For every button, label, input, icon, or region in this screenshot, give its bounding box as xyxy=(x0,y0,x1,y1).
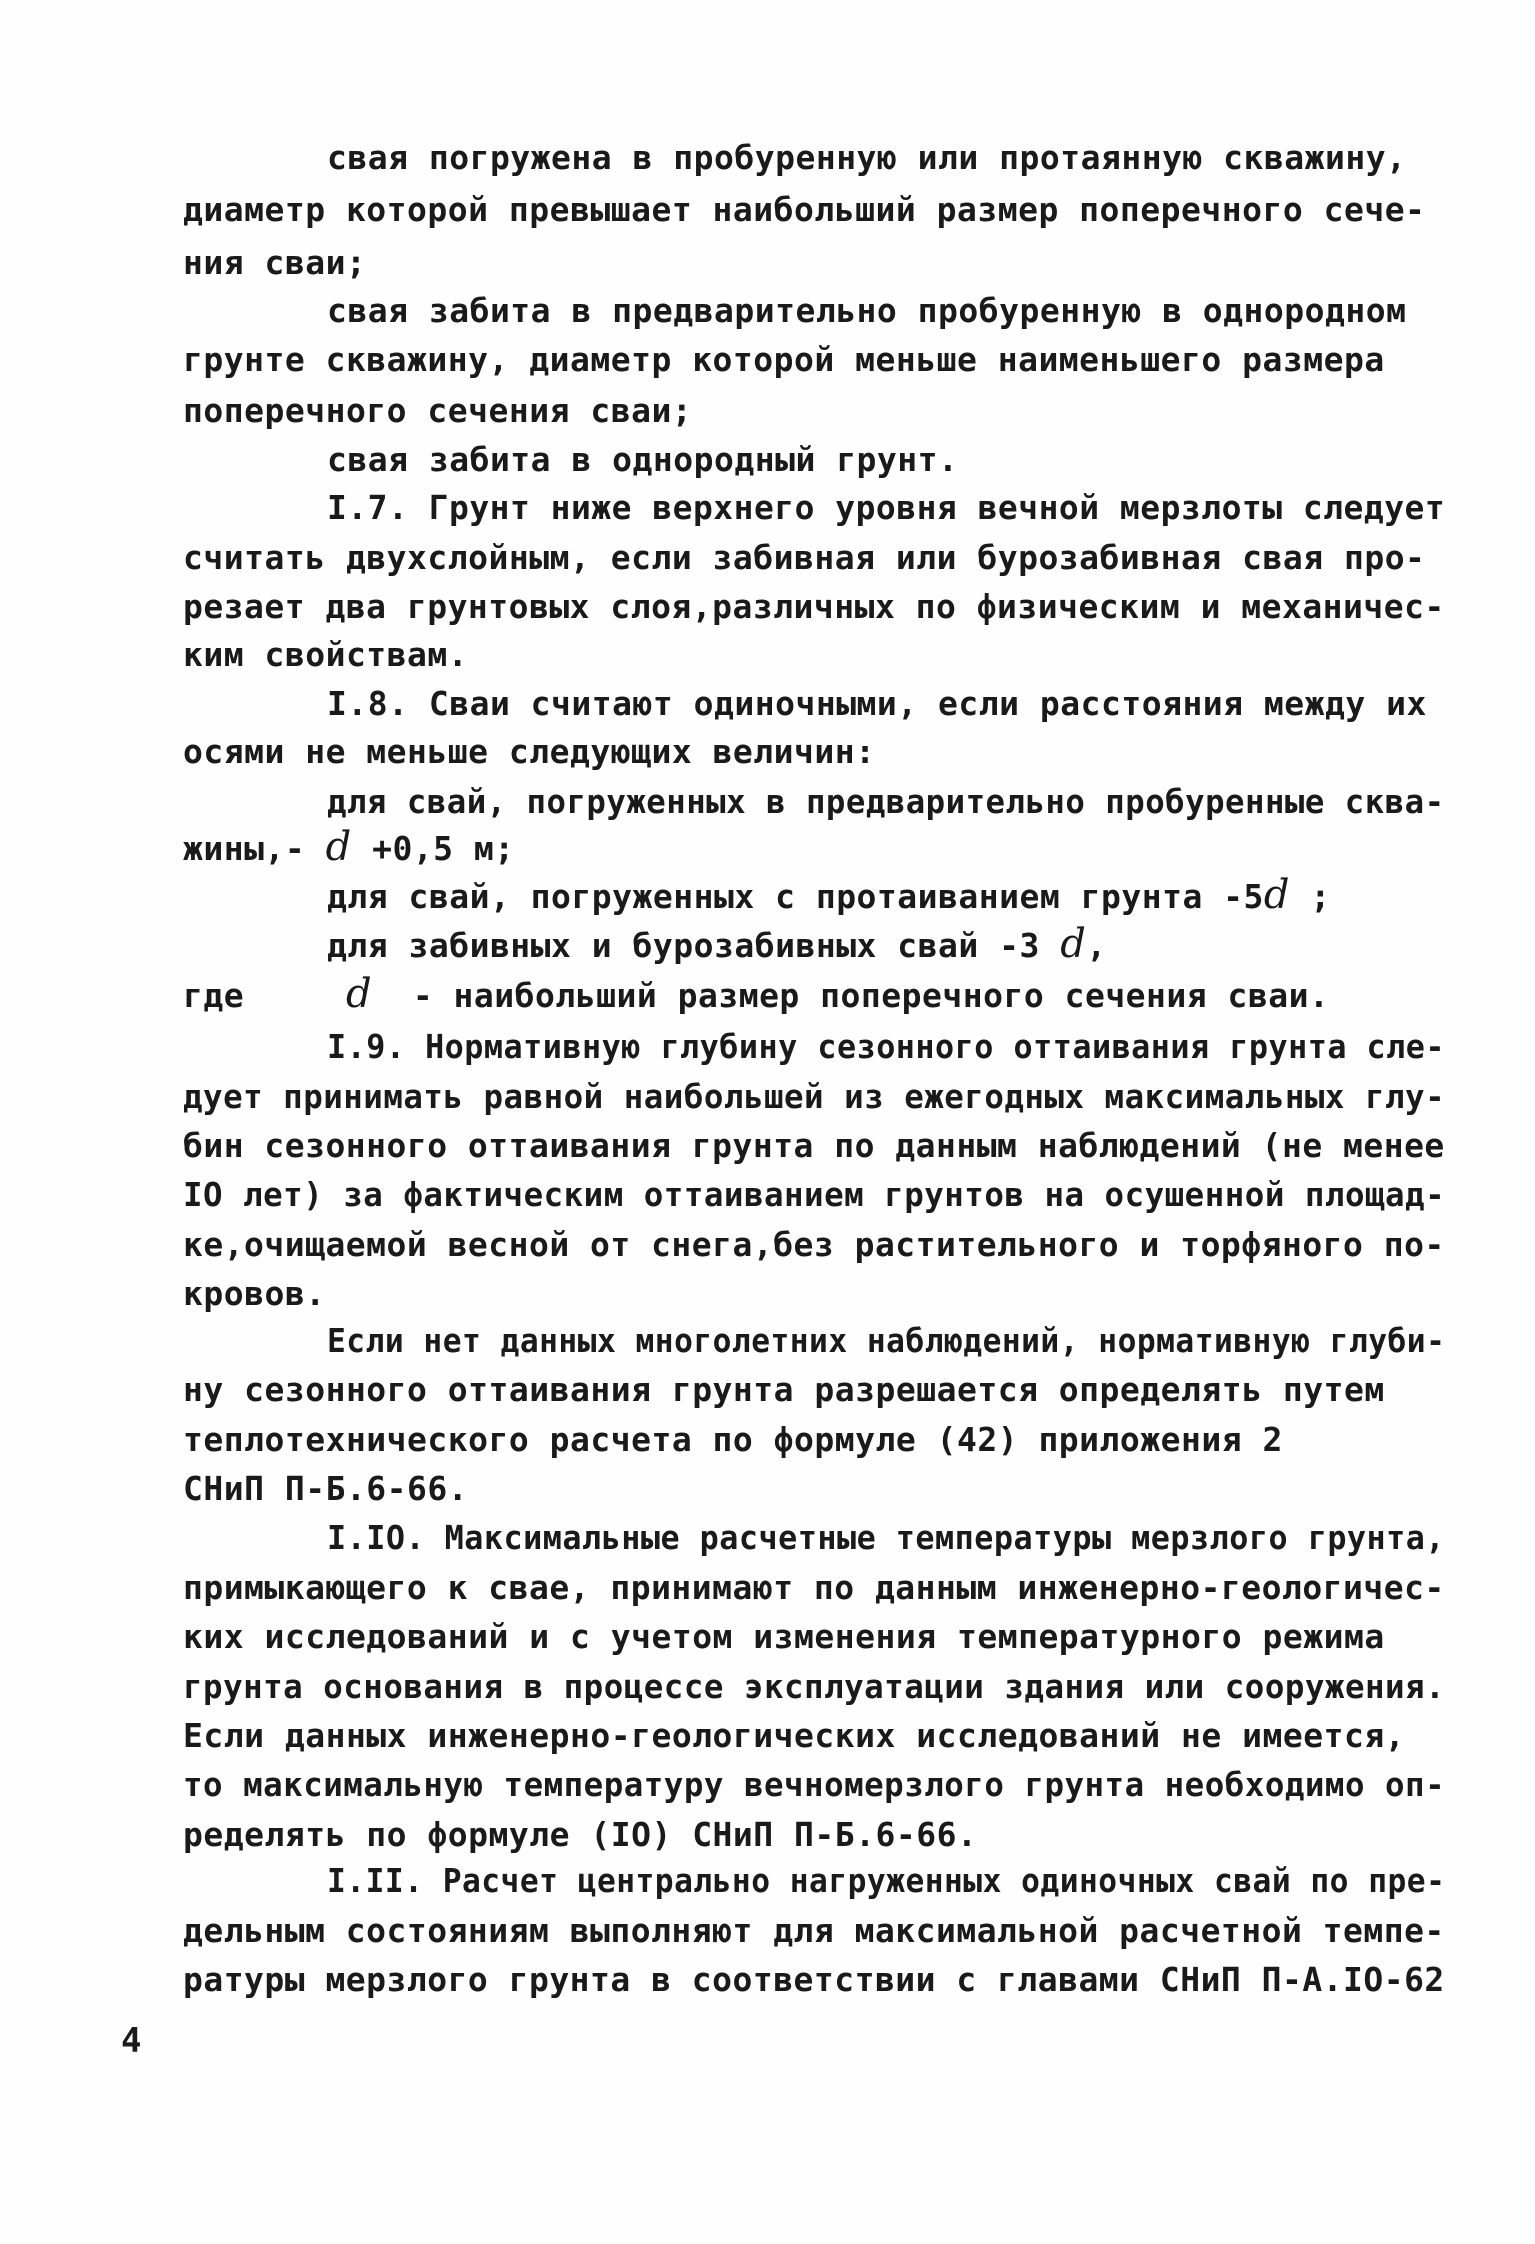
text-line: для свай, погруженных в предварительно пробуренные сква- xyxy=(327,782,1445,821)
d-symbol: d xyxy=(1060,921,1087,967)
text-line: свая погружена в пробуренную или протаянную скважину, xyxy=(327,138,1407,177)
text-line: свая забита в однородный грунт. xyxy=(327,440,959,479)
text-line: I.IO. Максимальные расчетные температуры мерзлого грунта, xyxy=(327,1518,1446,1557)
text-line: I.7. Грунт ниже верхнего уровня вечной мерзлоты следует xyxy=(327,488,1446,527)
text-line: дует принимать равной наибольшей из ежегодных максимальных глу- xyxy=(183,1077,1446,1116)
text-line: свая забита в предварительно пробуренную в однородном xyxy=(327,291,1407,330)
text-line xyxy=(183,824,515,870)
text-line: поперечного сечения сваи; xyxy=(183,391,693,430)
text-line: то максимальную температуру вечномерзлого грунта необходимо оп- xyxy=(183,1765,1446,1804)
text-line: грунте скважину, диаметр которой меньше наименьшего размера xyxy=(183,340,1385,379)
text-line: считать двухслойным, если забивная или бурозабивная свая про- xyxy=(183,538,1426,577)
text-line: осями не меньше следующих величин: xyxy=(183,732,876,771)
text-line: ния сваи; xyxy=(183,243,367,282)
text-line: I.8. Сваи считают одиночными, если расстояния между их xyxy=(327,684,1427,723)
text-line xyxy=(183,971,1330,1017)
text-line: теплотехнического расчета по формуле (42) приложения 2 xyxy=(183,1420,1283,1459)
d-symbol: d xyxy=(345,971,373,1017)
text-line xyxy=(327,921,1107,967)
d-symbol: d xyxy=(1263,872,1291,918)
text-line: ких исследований и с учетом изменения температурного режима xyxy=(183,1617,1385,1656)
text-line: ратуры мерзлого грунта в соответствии с главами СНиП П-А.IO-62 xyxy=(183,1960,1445,1999)
text-line: дельным состояниям выполняют для максимальной расчетной темпе- xyxy=(183,1911,1445,1950)
text-line: IO лет) за фактическим оттаиванием грунтов на осушенной площад- xyxy=(183,1175,1446,1214)
text-fragment: +0,5 м; xyxy=(372,829,515,868)
text-fragment: - наибольший размер поперечного сечения сваи. xyxy=(412,976,1330,1015)
text-fragment: жины,- xyxy=(183,829,306,868)
text-fragment: для свай, погруженных с протаиванием грунта -5 xyxy=(327,877,1264,916)
d-symbol: d xyxy=(325,824,352,870)
text-line: диаметр которой превышает наибольший размер поперечного сече- xyxy=(183,190,1426,229)
text-line: примыкающего к свае, принимают по данным инженерно-геологичес- xyxy=(183,1568,1445,1607)
text-line: кровов. xyxy=(183,1274,326,1313)
text-fragment: , xyxy=(1086,926,1107,965)
text-line: резает два грунтовых слоя,различных по физическим и механичес- xyxy=(183,587,1445,626)
text-line: I.9. Нормативную глубину сезонного оттаивания грунта сле- xyxy=(327,1027,1446,1066)
text-line: Если данных инженерно-геологических исследований не имеется, xyxy=(183,1716,1406,1755)
text-line xyxy=(327,872,1331,918)
text-line: СНиП П-Б.6-66. xyxy=(183,1469,469,1508)
text-line: Если нет данных многолетних наблюдений, нормативную глуби- xyxy=(327,1321,1446,1360)
text-line: грунта основания в процессе эксплуатации здания или сооружения. xyxy=(183,1667,1446,1706)
text-line: ке,очищаемой весной от снега,без растительного и торфяного по- xyxy=(183,1225,1445,1264)
text-fragment: ; xyxy=(1310,877,1331,916)
text-line: бин сезонного оттаивания грунта по данным наблюдений (не менее xyxy=(183,1126,1445,1165)
text-line: ределять по формуле (IO) СНиП П-Б.6-66. xyxy=(183,1815,978,1854)
text-fragment: для забивных и бурозабивных свай -3 xyxy=(327,926,1040,965)
text-line: I.II. Расчет центрально нагруженных одиночных свай по пре- xyxy=(327,1861,1446,1900)
page-number: 4 xyxy=(121,2021,142,2061)
text-line: ну сезонного оттаивания грунта разрешается определять путем xyxy=(183,1370,1385,1409)
text-line: ким свойствам. xyxy=(183,635,469,674)
text-fragment: где xyxy=(183,976,245,1015)
